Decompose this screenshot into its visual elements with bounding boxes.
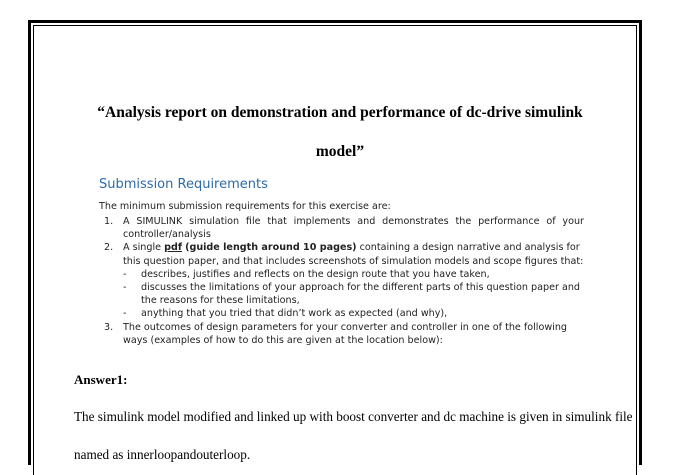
requirements-list [104,215,584,347]
list-item: - discusses the limitations of your approach for the different parts of this question paper and the reasons for these limitations, [123,282,581,307]
requirement-text: The outcomes of design parameters for your converter and controller in one of the following ways (examples of how to do this are given at the location below): [123,321,568,346]
answer-label: Answer1: [74,372,128,387]
list-number: 1. [104,216,114,227]
list-item: - describes, justifies and reflects on the design route that you have taken, [123,268,490,280]
requirement-text-continued: containing a design narrative and analysis for this question paper, and that includes screenshots of simulation models and scope figures that: [123,242,584,267]
requirement-text: A single [123,242,165,254]
answer-text: The simulink model modified and linked up with boost converter and dc machine is given in simulink file named as innerloopandouterloop. [74,409,633,462]
list-number: 3. [104,321,114,333]
list-number: 2. [104,242,114,254]
list-item: - anything that you tried that didn’t work as expected (and why), [123,308,448,320]
submission-requirements-heading: Submission Requirements [99,177,268,192]
document-title-line-2: model” [315,143,365,160]
requirement-subitems [123,268,584,321]
requirement-item-2 [104,241,584,320]
pdf-emphasis: pdf [164,242,182,254]
guide-length-emphasis: (guide length around 10 pages) [185,242,357,254]
requirements-intro: The minimum submission requirements for this exercise are: [99,201,391,212]
requirement-text: A SIMULINK simulation file that implements and demonstrates the performance of your controller/analysis [123,216,584,241]
requirement-item-1 [104,215,584,241]
document-title-line-1: “Analysis report on demonstration and performance of dc-drive simulink [97,104,583,121]
requirement-item-3 [104,321,584,347]
